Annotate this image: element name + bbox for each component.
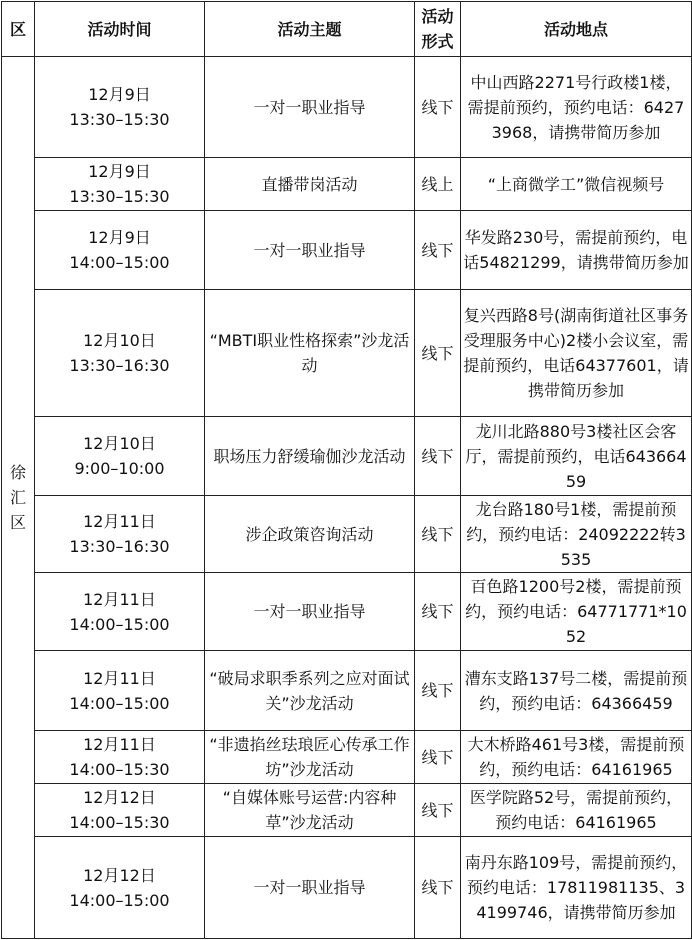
header-place: 活动地点 xyxy=(461,2,692,57)
header-time: 活动时间 xyxy=(35,2,205,57)
event-location: 百色路1200号2楼，需提前预约，预约电话：64771771*1052 xyxy=(461,573,692,651)
event-location: 华发路230号，需提前预约，电话54821299，请携带简历参加 xyxy=(461,211,692,290)
district-label: 徐汇区 xyxy=(10,463,27,532)
event-topic: 直播带岗活动 xyxy=(205,158,415,211)
event-topic: 职场压力舒缓瑜伽沙龙活动 xyxy=(205,417,415,496)
header-topic: 活动主题 xyxy=(205,2,415,57)
event-form: 线下 xyxy=(415,417,461,496)
time-cell xyxy=(35,496,205,573)
event-location: “上商微学工”微信视频号 xyxy=(461,158,692,211)
event-time: 9:00–10:00 xyxy=(74,459,165,478)
header-row xyxy=(2,2,692,57)
event-location: 漕东支路137号二楼，需提前预约，预约电话：64366459 xyxy=(461,651,692,731)
event-topic: 一对一职业指导 xyxy=(205,57,415,158)
table-row xyxy=(2,417,692,496)
event-topic: 涉企政策咨询活动 xyxy=(205,496,415,573)
time-cell xyxy=(35,158,205,211)
table-row xyxy=(2,784,692,837)
event-date: 12月11日 xyxy=(83,589,156,609)
header-district: 区 xyxy=(2,2,35,57)
table-row xyxy=(2,158,692,211)
event-location: 中山西路2271号行政楼1楼，需提前预约，预约电话：64273968，请携带简历参加 xyxy=(461,57,692,158)
table-row xyxy=(2,837,692,939)
event-form: 线上 xyxy=(415,158,461,211)
table-row xyxy=(2,496,692,573)
time-cell xyxy=(35,651,205,731)
event-location: 龙川北路880号3楼社区会客厅，需提前预约，电话64366459 xyxy=(461,417,692,496)
event-location: 大木桥路461号3楼，需提前预约，预约电话：64161965 xyxy=(461,731,692,784)
time-cell xyxy=(35,573,205,651)
event-form: 线下 xyxy=(415,290,461,417)
event-time: 14:00–15:00 xyxy=(69,253,170,272)
event-time: 13:30–16:30 xyxy=(69,356,170,375)
header-form: 活动形式 xyxy=(415,2,461,57)
event-topic: “破局求职季系列之应对面试关”沙龙活动 xyxy=(205,651,415,731)
event-time: 13:30–15:30 xyxy=(69,187,170,206)
event-location: 复兴西路8号(湖南街道社区事务受理服务中心)2楼小会议室，需提前预约，电话64377601，请携带简历参加 xyxy=(461,290,692,417)
table-row xyxy=(2,57,692,158)
event-form: 线下 xyxy=(415,496,461,573)
district-cell xyxy=(2,57,35,939)
event-date: 12月11日 xyxy=(83,668,156,688)
table-row xyxy=(2,573,692,651)
table-row xyxy=(2,651,692,731)
time-cell xyxy=(35,837,205,939)
table-row xyxy=(2,211,692,290)
event-date: 12月12日 xyxy=(83,865,156,885)
event-date: 12月12日 xyxy=(83,788,156,807)
time-cell xyxy=(35,211,205,290)
event-form: 线下 xyxy=(415,837,461,939)
time-cell xyxy=(35,417,205,496)
event-form: 线下 xyxy=(415,573,461,651)
time-cell xyxy=(35,57,205,158)
event-time: 14:00–15:00 xyxy=(69,890,170,910)
table-row xyxy=(2,731,692,784)
event-topic: 一对一职业指导 xyxy=(205,837,415,939)
event-form: 线下 xyxy=(415,57,461,158)
event-topic: “自媒体账号运营:内容种草”沙龙活动 xyxy=(205,784,415,837)
event-date: 12月10日 xyxy=(83,331,156,350)
event-schedule-table xyxy=(1,1,692,939)
time-cell xyxy=(35,290,205,417)
event-topic: “MBTI职业性格探索”沙龙活动 xyxy=(205,290,415,417)
event-date: 12月11日 xyxy=(83,735,156,754)
event-time: 13:30–16:30 xyxy=(69,537,170,556)
time-cell xyxy=(35,731,205,784)
event-form: 线下 xyxy=(415,211,461,290)
event-date: 12月9日 xyxy=(88,228,151,247)
event-location: 南丹东路109号，需提前预约，预约电话：17811981135、34199746，请携带简历参加 xyxy=(461,837,692,939)
event-time: 14:00–15:30 xyxy=(69,760,170,779)
event-time: 14:00–15:00 xyxy=(69,614,170,634)
event-form: 线下 xyxy=(415,784,461,837)
event-time: 14:00–15:30 xyxy=(69,813,170,832)
table-body xyxy=(2,57,692,939)
table-row xyxy=(2,290,692,417)
event-date: 12月9日 xyxy=(88,85,151,104)
event-location: 龙台路180号1楼，需提前预约，预约电话：24092222转3535 xyxy=(461,496,692,573)
event-location: 医学院路52号，需提前预约，预约电话：64161965 xyxy=(461,784,692,837)
event-form: 线下 xyxy=(415,731,461,784)
time-cell xyxy=(35,784,205,837)
event-form: 线下 xyxy=(415,651,461,731)
event-date: 12月11日 xyxy=(83,512,156,531)
event-topic: 一对一职业指导 xyxy=(205,573,415,651)
event-time: 13:30–15:30 xyxy=(69,110,170,129)
event-date: 12月9日 xyxy=(88,162,151,181)
event-topic: 一对一职业指导 xyxy=(205,211,415,290)
event-topic: “非遗掐丝珐琅匠心传承工作坊”沙龙活动 xyxy=(205,731,415,784)
event-time: 14:00–15:00 xyxy=(69,693,170,713)
event-date: 12月10日 xyxy=(83,434,156,453)
